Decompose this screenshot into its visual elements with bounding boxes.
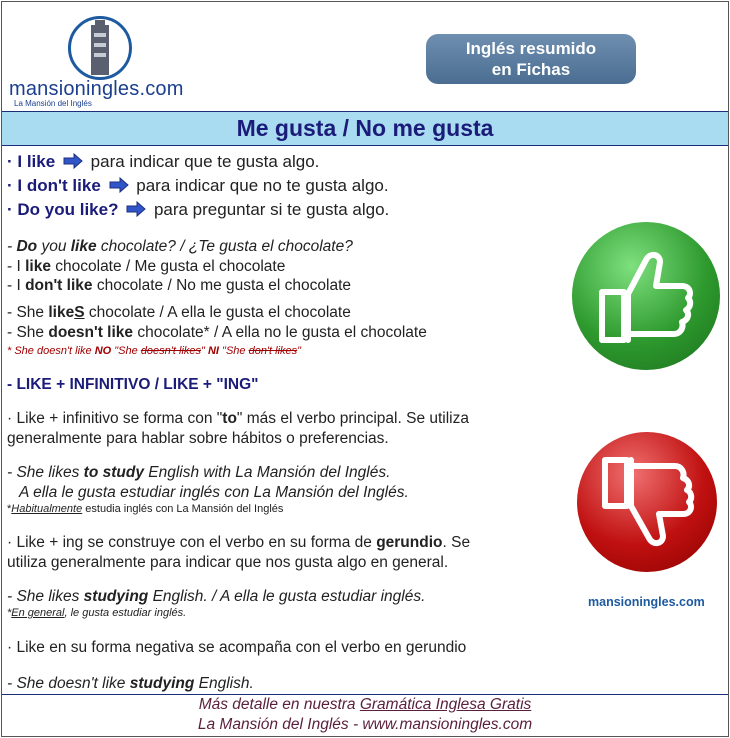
footer-line-2: La Mansión del Inglés - www.mansioningles.com (197, 716, 533, 733)
example-do-you-like: - Do you like chocolate? / ¿Te gusta el chocolate? (7, 238, 353, 255)
badge-line-2: en Fichas (491, 60, 571, 79)
example-she-doesnt-like: - She doesn't like chocolate* / A ella no le gusta el chocolate (7, 324, 427, 341)
example-i-like: - I like chocolate / Me gusta el chocolate (7, 258, 286, 275)
arrow-right-icon (63, 153, 83, 169)
example-studying: - She likes studying English. / A ella le gusta estudiar inglés. (7, 588, 426, 605)
paragraph-infinitive-1: · Like + infinitivo se forma con "to" más el verbo principal. Se utiliza (7, 410, 469, 427)
side-logo-text: mansioningles.com (588, 595, 705, 609)
example-to-study-note: *Habitualmente estudia inglés con La Mansión del Inglés (7, 503, 284, 515)
example-she-likes: - She likeS chocolate / A ella le gusta el chocolate (7, 304, 351, 321)
card (1, 1, 729, 737)
intro-text: para indicar que te gusta algo. (90, 152, 320, 171)
paragraph-gerund-2: utiliza generalmente para indicar que nos gusta algo en general. (7, 554, 449, 571)
intro-term: I like (17, 152, 56, 171)
bullet: · (7, 200, 18, 219)
intro-term: I don't like (17, 176, 101, 195)
header (2, 2, 728, 110)
thumbs-down-icon (577, 432, 717, 572)
example-note: * She doesn't like NO "She doesn't likes" NI "She don't likes" (7, 345, 302, 357)
example-negative: - She doesn't like studying English. (7, 675, 254, 692)
badge-line-1: Inglés resumido (465, 39, 597, 58)
footer-line-1: Más detalle en nuestra Gramática Inglesa Gratis (198, 696, 532, 713)
intro-line-3 (7, 200, 389, 220)
example-to-study: - She likes to study English with La Mansión del Inglés. (7, 464, 391, 481)
example-studying-note: *En general, le gusta estudiar inglés. (7, 607, 187, 619)
intro-text: para indicar que no te gusta algo. (136, 176, 389, 195)
intro-line-1 (7, 152, 319, 172)
example-i-dont-like: - I don't like chocolate / No me gusta el chocolate (7, 277, 351, 294)
page-title: Me gusta / No me gusta (2, 111, 728, 146)
intro-term: Do you like? (17, 200, 119, 219)
series-badge (426, 34, 636, 84)
section-heading: - LIKE + INFINITIVO / LIKE + "ING" (7, 376, 259, 393)
footer (2, 694, 728, 737)
example-to-study-translation: A ella le gusta estudiar inglés con La Mansión del Inglés. (19, 484, 409, 501)
logo-text: mansioningles.com (9, 78, 184, 100)
logo-subtitle: La Mansión del Inglés (14, 99, 92, 108)
bullet: · (7, 152, 18, 171)
arrow-right-icon (126, 201, 146, 217)
paragraph-negative: · Like en su forma negativa se acompaña con el verbo en gerundio (7, 639, 467, 656)
paragraph-gerund-1: · Like + ing se construye con el verbo en su forma de gerundio. Se (7, 534, 471, 551)
thumbs-up-icon (572, 222, 720, 370)
grammar-link[interactable]: Gramática Inglesa Gratis (359, 696, 532, 713)
bullet: · (7, 176, 18, 195)
intro-text: para preguntar si te gusta algo. (153, 200, 390, 219)
arrow-right-icon (109, 177, 129, 193)
tower-logo-icon (68, 16, 132, 80)
intro-line-2 (7, 176, 389, 196)
paragraph-infinitive-2: generalmente para hablar sobre hábitos o preferencias. (7, 430, 389, 447)
